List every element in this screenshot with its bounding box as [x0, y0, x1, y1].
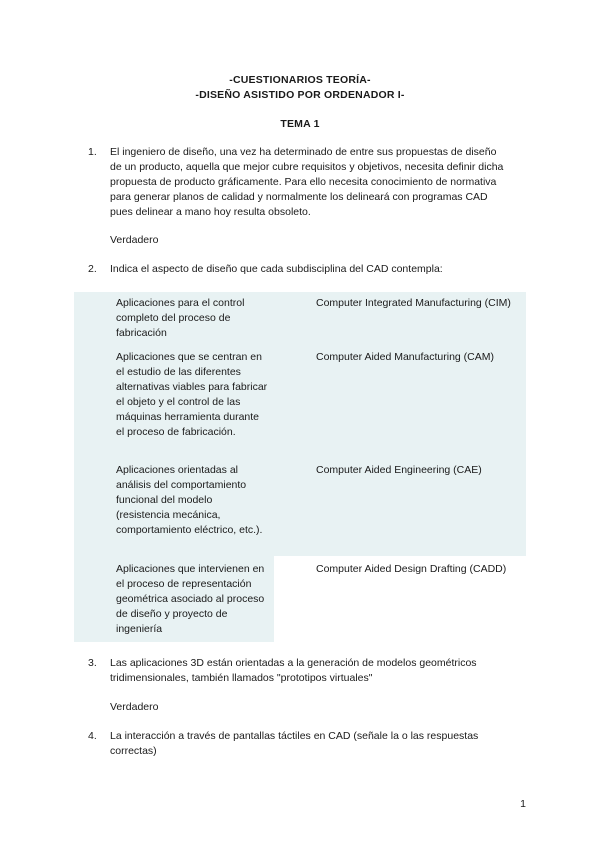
table-cell-term: Computer Aided Engineering (CAE) — [316, 464, 482, 476]
doc-title: -CUESTIONARIOS TEORÍA- — [229, 74, 371, 86]
question-number: 4. — [88, 730, 97, 742]
table-cell-term: Computer Aided Design Drafting (CADD) — [316, 563, 507, 575]
question-answer: Verdadero — [110, 234, 159, 246]
question-text: La interacción a través de pantallas táctiles en CAD (señale la o las respuestas correctas) — [110, 730, 479, 757]
table-cell-description: Aplicaciones orientadas al análisis del comportamiento funcional del modelo (resistencia mecánica, comportamiento eléctrico, etc.). — [116, 464, 263, 536]
question-number: 2. — [88, 263, 97, 275]
table-cell-description: Aplicaciones que intervienen en el proceso de representación geométrica asociado al proceso de diseño y proyecto de ingeniería — [116, 563, 265, 635]
table-shading-right — [274, 292, 526, 556]
question-number: 3. — [88, 657, 97, 669]
table-cell-description: Aplicaciones que se centran en el estudio de las diferentes alternativas viables para fabricar el objeto y el control de las máquinas herramienta durante el proceso de fabricación. — [116, 351, 268, 438]
question-answer: Verdadero — [110, 701, 159, 713]
question-text: Las aplicaciones 3D están orientadas a la generación de modelos geométricos tridimensionales, también llamados "prototipos virtuales" — [110, 657, 477, 684]
table-cell-term: Computer Integrated Manufacturing (CIM) — [316, 297, 511, 309]
doc-subtitle: -DISEÑO ASISTIDO POR ORDENADOR I- — [195, 89, 405, 101]
question-text: El ingeniero de diseño, una vez ha determinado de entre sus propuestas de diseño de un producto, aquella que mejor cubre requisitos y objetivos, necesita definir dicha propuesta de producto gráficamente. Para ello necesita conocimiento de normativa para generar planos de calidad y normalmente los delineará con programas CAD pues delinear a mano hoy resulta obsoleto. — [110, 146, 504, 218]
table-cell-term: Computer Aided Manufacturing (CAM) — [316, 351, 494, 363]
matching-table — [74, 292, 526, 642]
question-text: Indica el aspecto de diseño que cada subdisciplina del CAD contempla: — [110, 263, 443, 275]
page-number: 1 — [520, 798, 526, 810]
section-heading: TEMA 1 — [280, 118, 320, 130]
table-cell-description: Aplicaciones para el control completo del proceso de fabricación — [116, 297, 245, 339]
question-number: 1. — [88, 146, 97, 158]
